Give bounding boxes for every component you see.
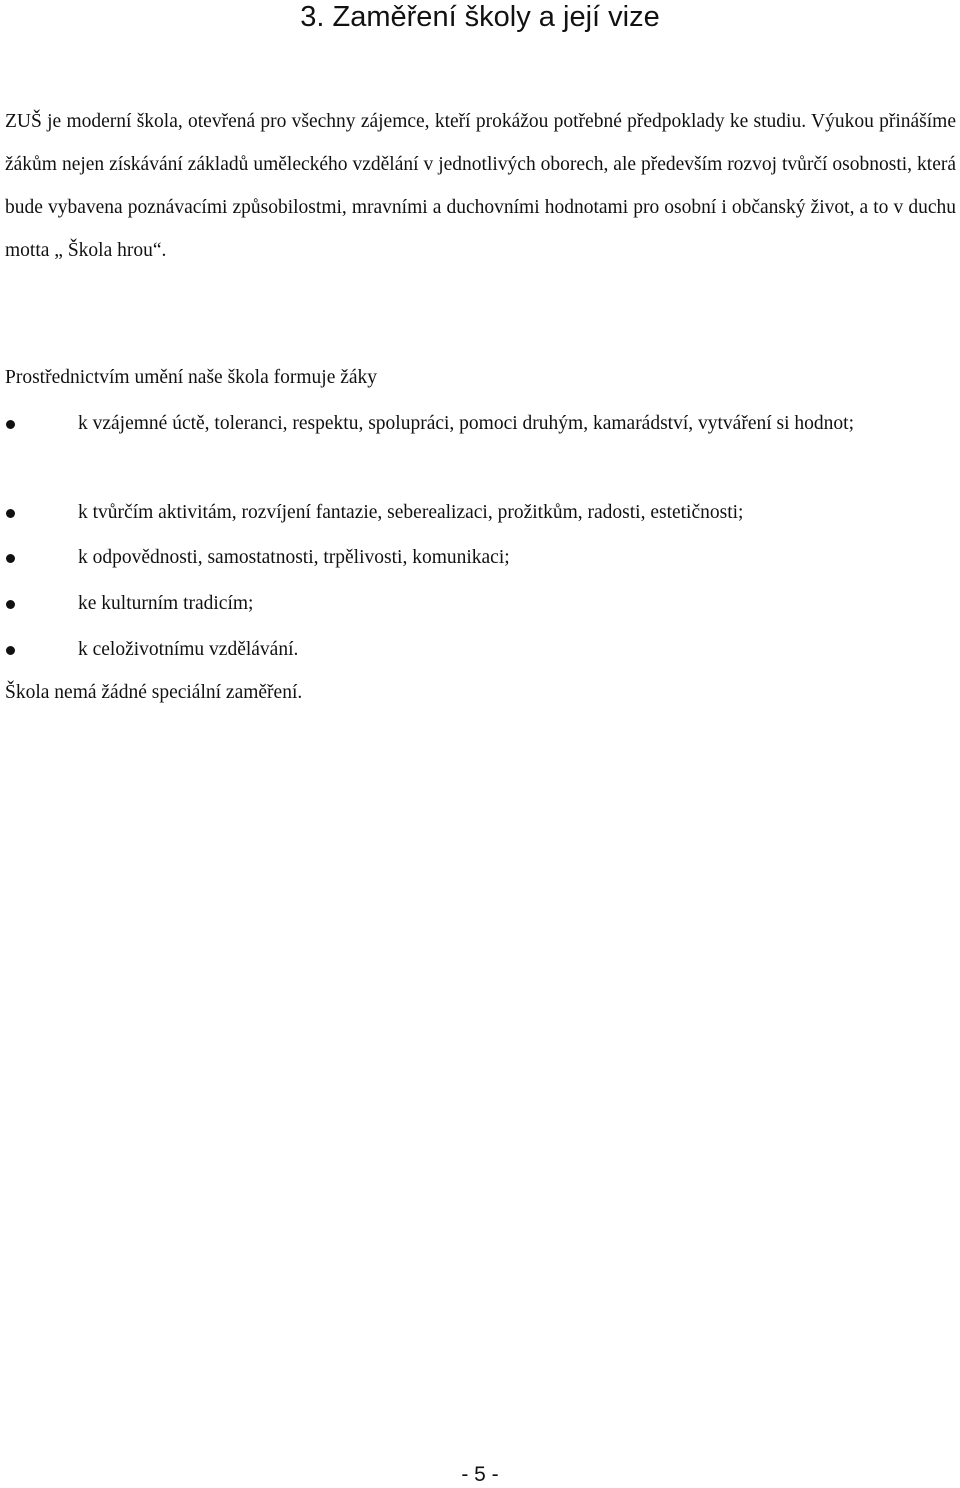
lead-sentence: Prostřednictvím umění naše škola formuje žáky <box>5 367 378 388</box>
bullet-icon <box>6 420 15 429</box>
list-item <box>5 491 956 534</box>
bullet-icon <box>6 600 15 609</box>
list-item-text: k odpovědnosti, samostatnosti, trpělivosti, komunikaci; <box>78 547 510 568</box>
bullet-icon <box>6 509 15 518</box>
list-item-text: k tvůrčím aktivitám, rozvíjení fantazie, seberealizaci, prožitkům, radosti, estetičnosti; <box>78 502 744 523</box>
page-number: - 5 - <box>461 1463 499 1486</box>
list-item <box>5 536 956 579</box>
list-item <box>5 582 956 625</box>
list-item <box>5 628 956 671</box>
section-heading: 3. Zaměření školy a její vize <box>300 1 660 33</box>
bullet-icon <box>6 554 15 563</box>
list-item <box>5 402 956 445</box>
list-item-text: ke kulturním tradicím; <box>78 593 254 614</box>
list-item-text: k vzájemné úctě, toleranci, respektu, spolupráci, pomoci druhým, kamarádství, vytváření si hodnot; <box>78 413 854 434</box>
bullet-icon <box>6 646 15 655</box>
list-item-text: k celoživotnímu vzdělávání. <box>78 639 299 660</box>
closing-sentence: Škola nemá žádné speciální zaměření. <box>5 682 303 703</box>
intro-paragraph: ZUŠ je moderní škola, otevřená pro všechny zájemce, kteří prokážou potřebné předpoklady ke studiu. Výukou přinášíme žákům nejen získávání základů uměleckého vzdělání v jednotlivých oborech, ale především rozvoj tvůrčí osobnosti, která bude vybavena poznávacími způsobilostmi, mravními a duchovními hodnotami pro osobní i občanský život, a to v duchu motta „ Škola hrou“. <box>5 111 956 261</box>
